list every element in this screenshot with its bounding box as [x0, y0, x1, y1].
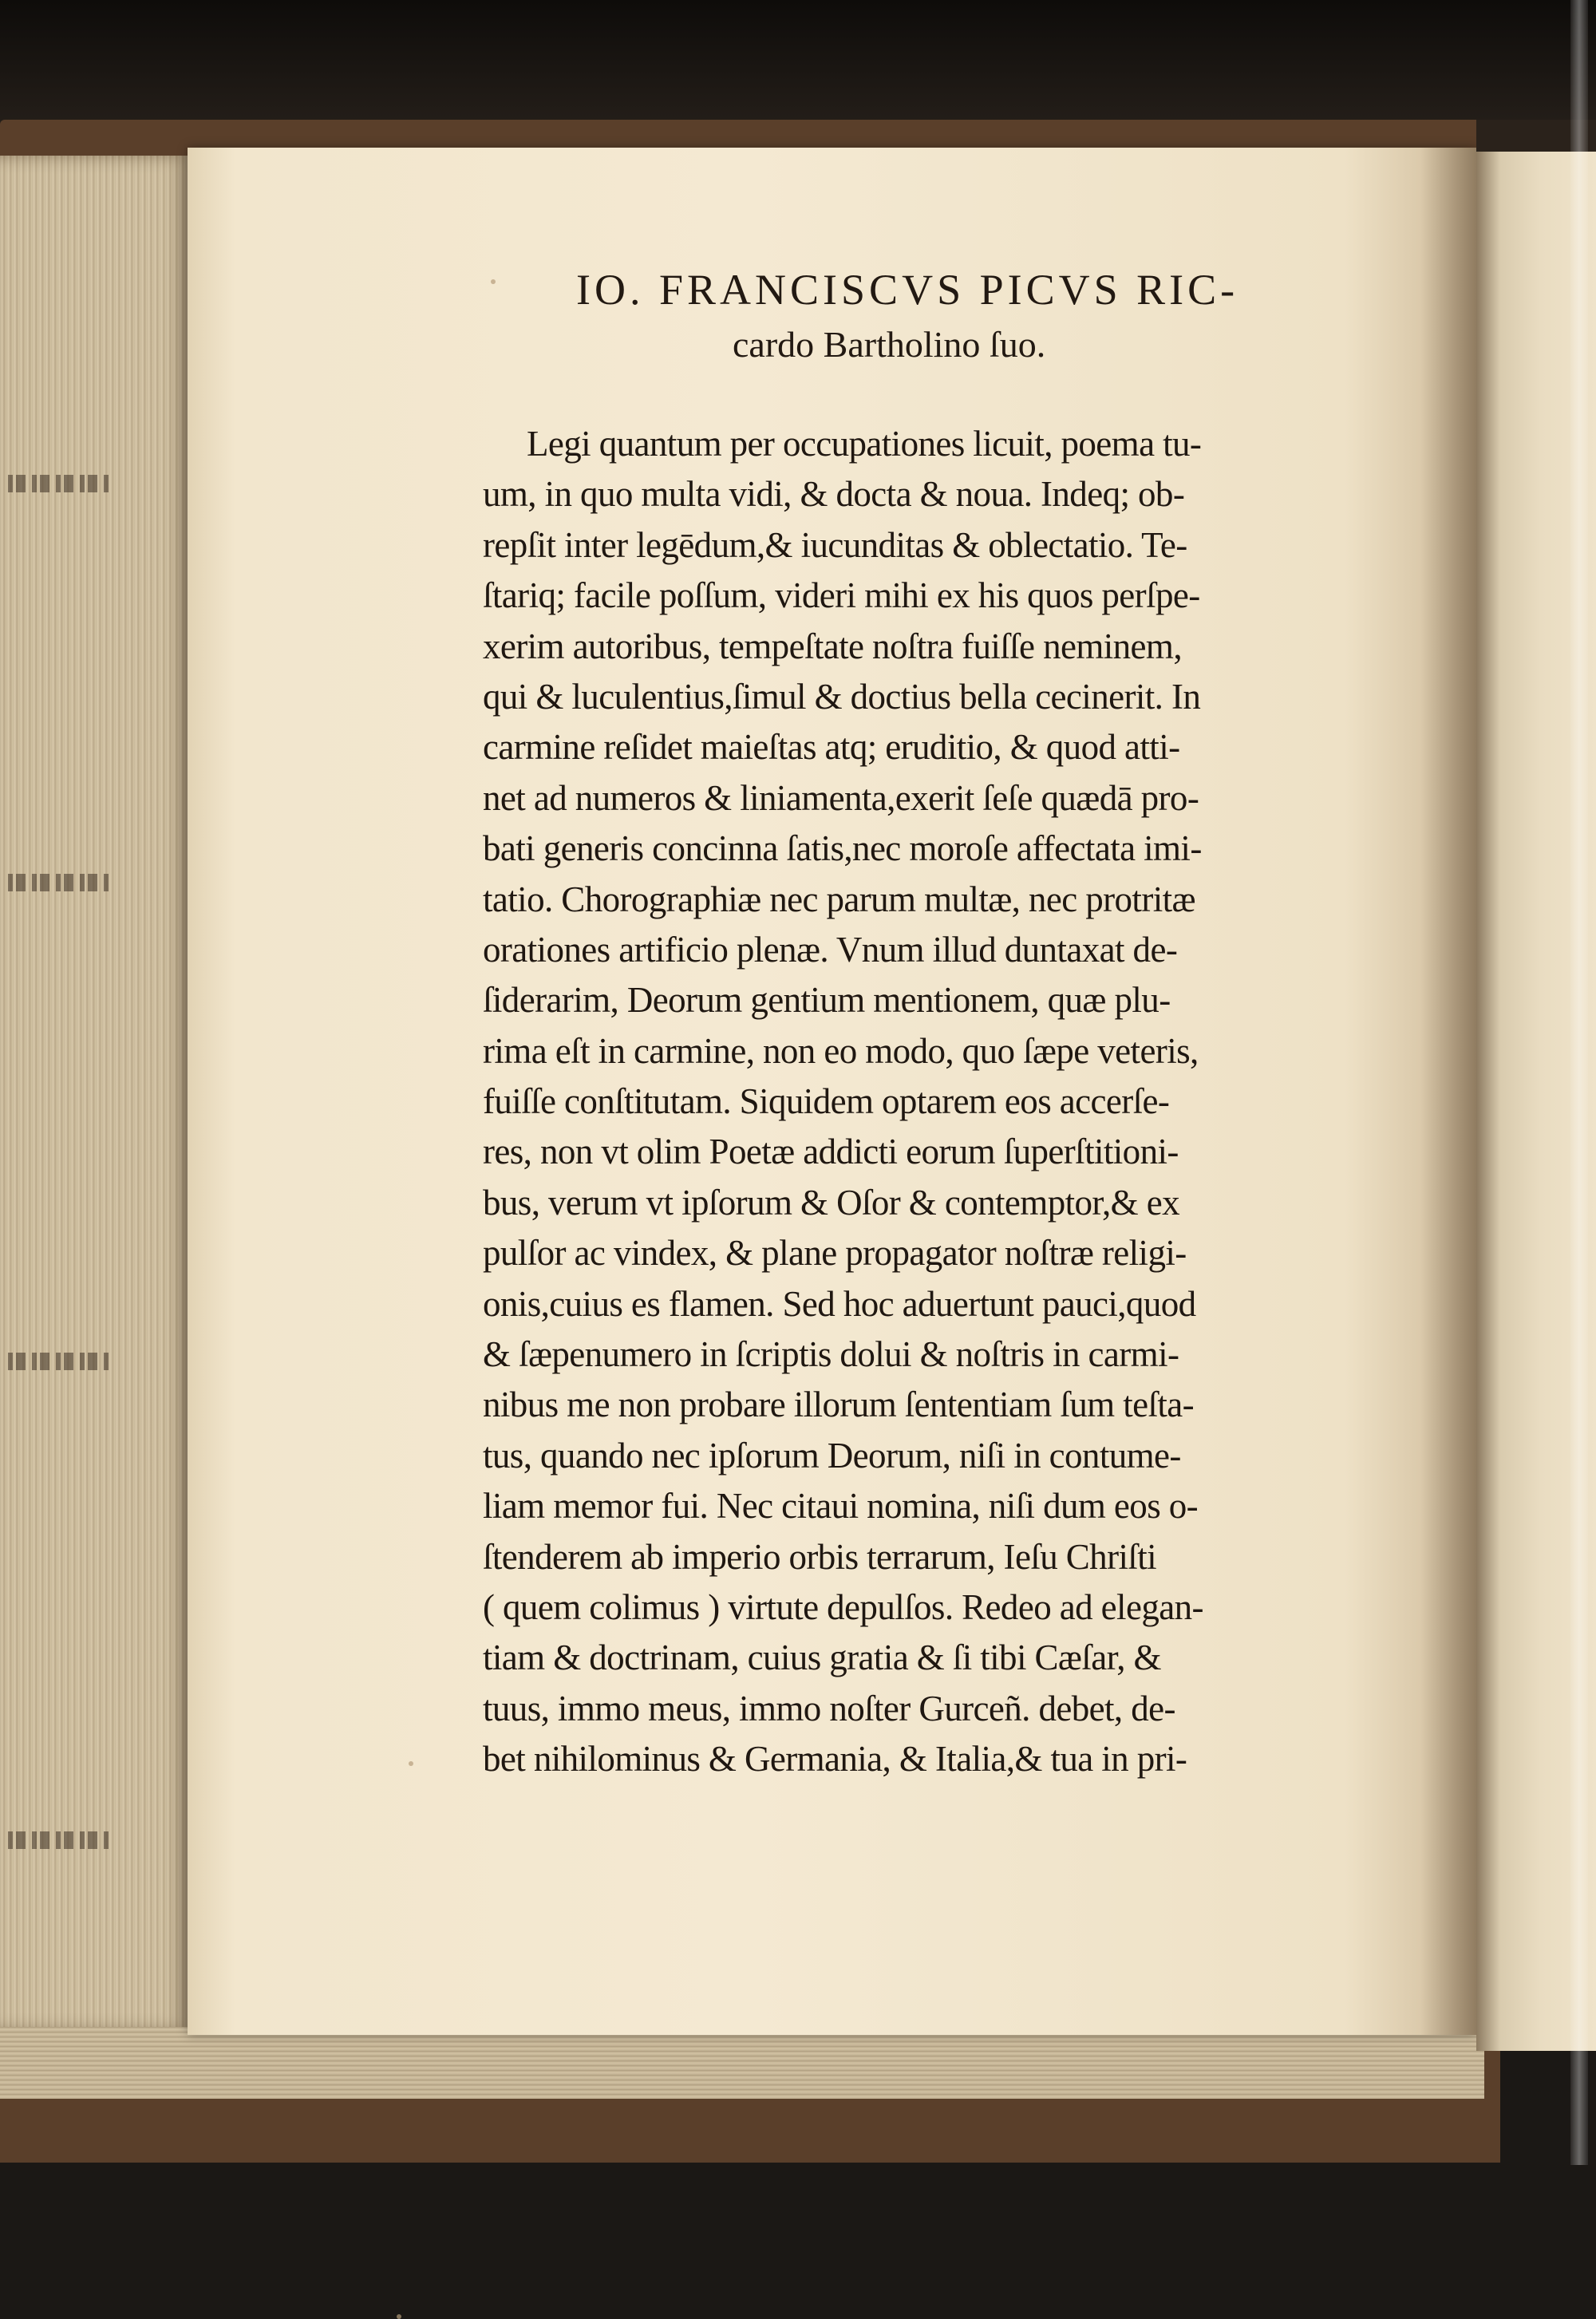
gutter-shadow — [1420, 148, 1476, 2035]
text-line: fuiſſe conſtitutam. Siquidem optarem eos accerſe- — [483, 1081, 1170, 1122]
text-line: Legi quantum per occupationes licuit, poema tu- — [527, 424, 1202, 464]
text-line: tatio. Chorographiæ nec parum multæ, nec protritæ — [483, 879, 1195, 919]
text-line: net ad numeros & liniamenta,exerit ſeſe quædā pro- — [483, 777, 1199, 818]
text-line: bet nihilominus & Germania, & Italia,& tua in pri- — [483, 1739, 1187, 1780]
text-line: ſiderarim, Deorum gentium mentionem, quæ plu- — [483, 980, 1171, 1021]
text-line: repſit inter legēdum,& iucunditas & oblectatio. Te- — [483, 524, 1187, 565]
text-line: tus, quando nec ipſorum Deorum, niſi in contume- — [483, 1435, 1181, 1476]
text-line: tuus, immo meus, immo noſter Gurceñ. debet, de- — [483, 1688, 1175, 1728]
paper-speck — [397, 2314, 401, 2319]
glass-clip — [1570, 0, 1588, 2165]
text-line: xerim autoribus, tempeſtate noſtra fuiſſe neminem, — [483, 626, 1182, 666]
text-line: carmine reſidet maieſtas atq; eruditio, & quod atti- — [483, 727, 1180, 768]
text-line: orationes artificio plenæ. Vnum illud duntaxat de- — [483, 929, 1178, 970]
text-line: ſtariq; facile poſſum, videri mihi ex his quos perſpe- — [483, 575, 1200, 616]
text-line: ſtenderem ab imperio orbis terrarum, Ieſu Chriſti — [483, 1536, 1157, 1577]
text-line: bati generis concinna ſatis,nec moroſe affectata imi- — [483, 828, 1202, 869]
text-line: & ſæpenumero in ſcriptis dolui & noſtris in carmi- — [483, 1334, 1179, 1375]
page-edge-mark — [8, 1353, 112, 1370]
text-line: qui & luculentius,ſimul & doctius bella cecinerit. In — [483, 676, 1201, 717]
paper-speck — [491, 279, 496, 284]
text-line: um, in quo multa vidi, & docta & noua. Indeq; ob- — [483, 474, 1185, 515]
page-edge-mark — [8, 874, 112, 891]
text-line: tiam & doctrinam, cuius gratia & ſi tibi Cæſar, & — [483, 1638, 1161, 1678]
paper-speck — [409, 1761, 413, 1766]
text-line: pulſor ac vindex, & plane propagator noſtræ religi- — [483, 1233, 1187, 1274]
page-stack-bottom — [0, 2027, 1484, 2099]
letter-heading: IO. FRANCISCVS PICVS RIC- — [576, 266, 1239, 314]
letter-recipient: cardo Bartholino ſuo. — [733, 324, 1046, 365]
text-line: nibus me non probare illorum ſententiam ſum teſta- — [483, 1385, 1195, 1425]
page-stack-edge — [0, 156, 192, 2031]
text-line: rima eſt in carmine, non eo modo, quo ſæpe veteris, — [483, 1030, 1199, 1071]
letter-body — [483, 419, 1369, 1785]
page-edge-mark — [8, 1831, 112, 1849]
text-line: ( quem colimus ) virtute depulſos. Redeo ad elegan- — [483, 1586, 1203, 1627]
text-line: onis,cuius es flamen. Sed hoc aduertunt pauci,quod — [483, 1283, 1196, 1324]
page-edge-mark — [8, 475, 112, 492]
text-line: res, non vt olim Poetæ addicti eorum ſuperſtitioni- — [483, 1132, 1179, 1172]
text-line: liam memor fui. Nec citaui nomina, niſi dum eos o- — [483, 1486, 1199, 1527]
text-line: bus, verum vt ipſorum & Oſor & contemptor,& ex — [483, 1182, 1179, 1223]
